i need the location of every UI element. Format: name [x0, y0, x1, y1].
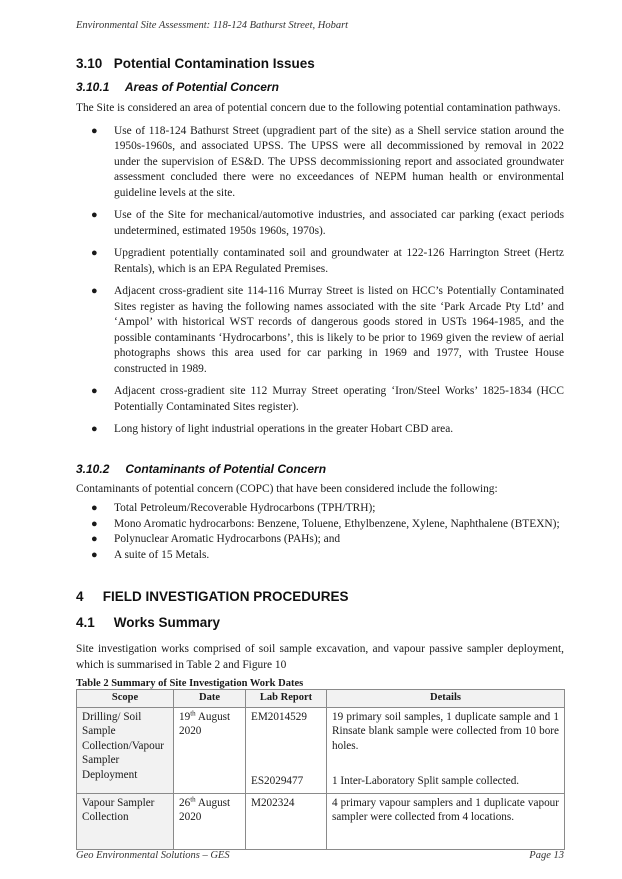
section-number: 4 [76, 589, 84, 604]
subsection-title: Contaminants of Potential Concern [125, 461, 327, 476]
bullet-icon: ● [91, 247, 98, 259]
cell-date: 26th August 2020 [174, 793, 246, 849]
lab-report-id: ES2029477 [251, 775, 304, 787]
subsection-heading-3-10-1 [76, 80, 564, 94]
section-number: 3.10 [76, 56, 103, 71]
cell-lab-report: M202324 [246, 793, 327, 849]
bullet-icon: ● [91, 517, 98, 530]
column-header-scope: Scope [77, 690, 174, 708]
list-item: ● Use of the Site for mechanical/automotive industries, and associated car parking (exact periods undetermined, estimated 1950s 1960s, 1970s). [91, 209, 564, 237]
bullet-icon: ● [91, 502, 98, 514]
copc-intro: Contaminants of potential concern (COPC) that have been considered include the following: [76, 482, 498, 495]
bullet-icon: ● [91, 533, 98, 545]
section-title: Potential Contamination Issues [113, 56, 315, 71]
table-row [77, 793, 565, 849]
lab-report-id: EM2014529 [251, 710, 307, 723]
areas-intro: The Site is considered an area of potential concern due to the following potential contamination pathways. [76, 102, 561, 114]
footer-company: Geo Environmental Solutions – GES [76, 850, 230, 861]
list-item: ● A suite of 15 Metals. [76, 548, 564, 564]
section-title: Works Summary [113, 615, 221, 630]
subsection-number: 3.10.2 [76, 461, 110, 476]
list-item: ● Mono Aromatic hydrocarbons: Benzene, Toluene, Ethylbenzene, Xylene, Naphthalene (BTEXN); [76, 517, 564, 533]
section-heading-4-1 [76, 615, 564, 630]
page-content [76, 56, 564, 850]
bullet-icon: ● [91, 423, 98, 435]
works-summary-intro: Site investigation works comprised of soil sample excavation, and vapour passive sampler deployment, which is summarised in Table 2 and Figure 10 [76, 643, 564, 671]
areas-of-concern-list [76, 124, 564, 438]
work-dates-table [76, 689, 565, 850]
section-heading-4 [76, 589, 564, 604]
bullet-icon: ● [91, 209, 98, 221]
column-header-date: Date [174, 690, 246, 708]
page-number: Page 13 [529, 850, 564, 861]
table-caption: Table 2 Summary of Site Investigation Work Dates [76, 678, 304, 689]
bullet-icon: ● [91, 548, 98, 561]
copc-list [76, 501, 564, 563]
bullet-icon: ● [91, 285, 98, 297]
cell-details: 19 primary soil samples, 1 duplicate sample and 1 Rinsate blank sample were collected from 10 bore holes. 1 Inter-Laboratory Split sample collected. [327, 707, 565, 793]
subsection-title: Areas of Potential Concern [124, 80, 279, 94]
section-number: 4.1 [76, 615, 95, 630]
subsection-heading-3-10-2 [76, 462, 564, 476]
running-header: Environmental Site Assessment: 118-124 Bathurst Street, Hobart [76, 20, 349, 31]
list-item: ● Adjacent cross-gradient site 112 Murray Street operating ‘Iron/Steel Works’ 1825-1834 (HCC Potentially Contaminated Sites register). [91, 385, 564, 413]
cell-scope: Drilling/ Soil Sample Collection/Vapour Sampler Deployment [77, 707, 174, 793]
section-heading-3-10 [76, 56, 564, 71]
section-title: FIELD INVESTIGATION PROCEDURES [102, 589, 349, 604]
page-footer [76, 850, 564, 861]
list-item: ● Total Petroleum/Recoverable Hydrocarbons (TPH/TRH); [76, 501, 564, 517]
bullet-icon: ● [91, 385, 98, 397]
table-header-row [77, 690, 565, 708]
list-item: ● Use of 118-124 Bathurst Street (upgradient part of the site) as a Shell service station around the 1950s-1960s, and associated UPSS. The UPSS were all decommissioned by removal in 2022 under the supervision of ES&D. The UPSS decommissioning report and associated groundwater assessment concluded there were no exceedances of NEPM human health or environmental guideline levels at the site. [91, 124, 564, 199]
list-item: ● Adjacent cross-gradient site 114-116 Murray Street is listed on HCC’s Potentially Contaminated Sites register as having the following names associated with the site ‘Park Arcade Pty Ltd’ and ‘Ampol’ with historical WST records of dangerous goods stored in USTs 1964-1985, and the possible contaminants ‘Hydrocarbons’, this is likely to be prior to 1969 given the review of aerial photographs shows this area used for car parking in 1969 and 1977, with Trustee House constructed in 1989. [91, 285, 564, 375]
bullet-icon: ● [91, 124, 98, 137]
cell-scope: Vapour Sampler Collection [77, 793, 174, 849]
subsection-number: 3.10.1 [76, 80, 110, 94]
column-header-details: Details [327, 690, 565, 708]
cell-lab-report [246, 707, 327, 793]
column-header-lab-report: Lab Report [246, 690, 327, 708]
list-item: ● Polynuclear Aromatic Hydrocarbons (PAHs); and [76, 532, 564, 548]
cell-details: 4 primary vapour samplers and 1 duplicate vapour sampler were collected from 4 locations. [327, 793, 565, 849]
list-item: ● Long history of light industrial operations in the greater Hobart CBD area. [76, 422, 564, 438]
cell-date: 19th August 2020 [174, 707, 246, 793]
list-item: ● Upgradient potentially contaminated soil and groundwater at 122-126 Harrington Street (Hertz Rentals), which is an EPA Regulated Premises. [91, 247, 564, 275]
table-row [77, 707, 565, 793]
